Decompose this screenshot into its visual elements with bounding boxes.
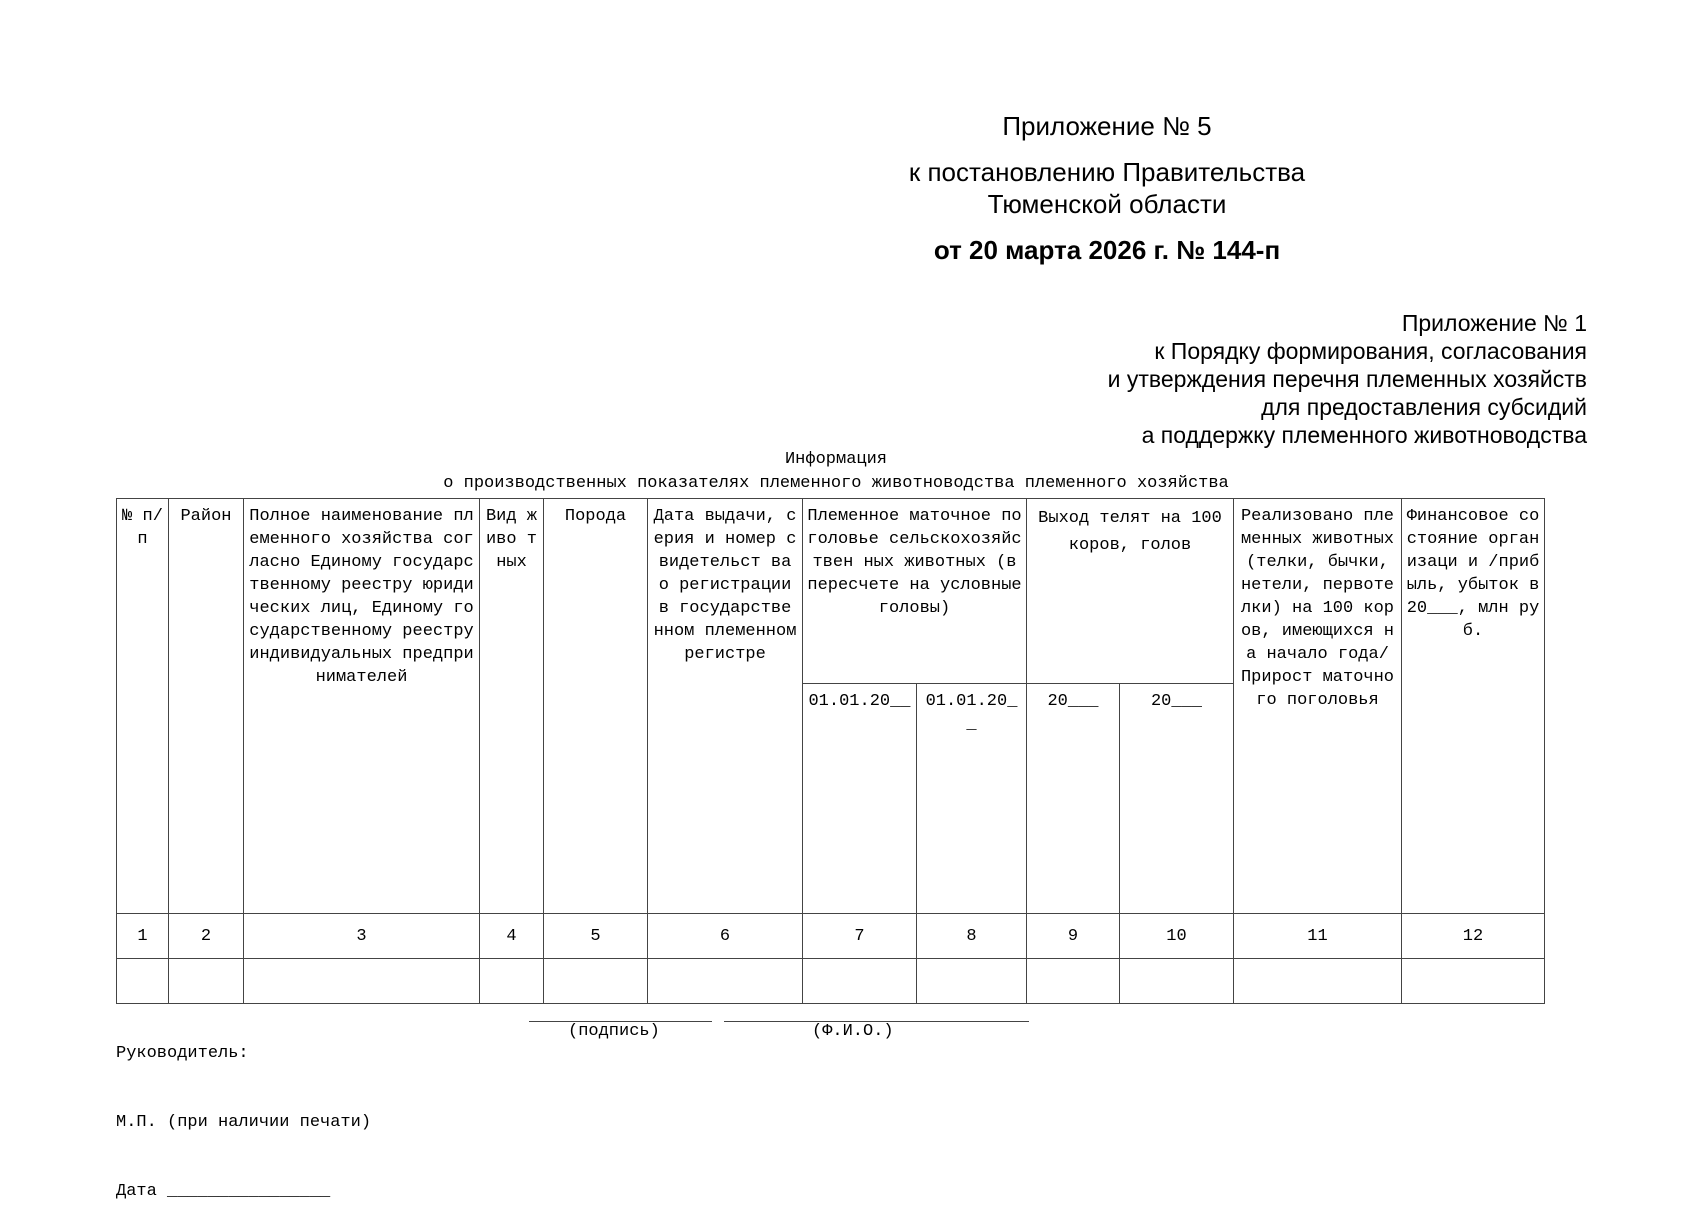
- column-number: 12: [1402, 914, 1545, 959]
- stamp-label: М.П. (при наличии печати): [116, 1113, 372, 1132]
- date-label: Дата ________________: [116, 1182, 331, 1201]
- manager-label: Руководитель:: [116, 1044, 249, 1063]
- signature-caption: (подпись): [568, 1022, 660, 1041]
- decree-appendix-number: Приложение № 5: [1002, 111, 1212, 141]
- decree-reference-line2: Тюменской области: [987, 189, 1227, 219]
- decree-date-number: от 20 марта 2026 г. № 144-п: [933, 235, 1281, 265]
- data-cell[interactable]: [648, 959, 803, 1004]
- indicators-table: [116, 498, 1545, 1004]
- header-cell-certificate: Дата выдачи, серия и номер свидетельст ва о регистрации в государстве нном племенном регистре: [648, 499, 803, 914]
- header-cell-number: № п/п: [117, 499, 169, 914]
- header-cell-breeding-stock: Племенное маточное поголовье сельскохозяйствен ных животных (в пересчете на условные головы): [803, 499, 1027, 684]
- column-number: 10: [1120, 914, 1234, 959]
- data-cell[interactable]: [1402, 959, 1545, 1004]
- data-cell[interactable]: [803, 959, 917, 1004]
- column-number: 7: [803, 914, 917, 959]
- subheader-cell-7: 01.01.20__: [803, 684, 917, 914]
- column-number: 3: [244, 914, 480, 959]
- header-cell-calf-yield: Выход телят на 100 коров, голов: [1027, 499, 1234, 684]
- column-number: 6: [648, 914, 803, 959]
- appendix-line-2: к Порядку формирования, согласования: [1154, 338, 1587, 364]
- header-cell-animal-type: Вид живо тных: [480, 499, 544, 914]
- appendix-header: [887, 309, 1587, 449]
- column-number: 1: [117, 914, 169, 959]
- column-number: 9: [1027, 914, 1120, 959]
- header-cell-district: Район: [169, 499, 244, 914]
- column-number: 5: [544, 914, 648, 959]
- decree-reference-line1: к постановлению Правительства: [908, 157, 1306, 187]
- data-cell[interactable]: [1120, 959, 1234, 1004]
- header-cell-financial-state: Финансовое состояние организаци и /прибыль, убыток в 20___, млн руб.: [1402, 499, 1545, 914]
- data-cell[interactable]: [917, 959, 1027, 1004]
- column-number: 4: [480, 914, 544, 959]
- header-cell-farm-name: Полное наименование племенного хозяйства согласно Единому государственному реестру юридических лиц, Единому государственному реестру индивидуальных предпринимателей: [244, 499, 480, 914]
- data-cell[interactable]: [480, 959, 544, 1004]
- appendix-number: Приложение № 1: [1401, 310, 1587, 336]
- column-number: 2: [169, 914, 244, 959]
- appendix-line-5: а поддержку племенного животноводства: [1141, 422, 1587, 448]
- data-cell[interactable]: [1234, 959, 1402, 1004]
- decree-header: [807, 110, 1407, 266]
- form-subtitle: о производственных показателях племенного животноводства племенного хозяйства: [443, 474, 1229, 493]
- subheader-cell-9: 20___: [1027, 684, 1120, 914]
- data-cell[interactable]: [544, 959, 648, 1004]
- appendix-line-3: и утверждения перечня племенных хозяйств: [1107, 366, 1587, 392]
- data-cell[interactable]: [1027, 959, 1120, 1004]
- header-cell-breed: Порода: [544, 499, 648, 914]
- column-number: 11: [1234, 914, 1402, 959]
- header-cell-sold-animals: Реализовано племенных животных (телки, бычки, нетели, первотелки) на 100 коров, имеющихся на начало года/ Прирост маточного поголовья: [1234, 499, 1402, 914]
- appendix-line-4: для предоставления субсидий: [1261, 394, 1587, 420]
- name-caption: (Ф.И.О.): [812, 1022, 894, 1041]
- subheader-cell-10: 20___: [1120, 684, 1234, 914]
- form-title: Информация: [784, 450, 888, 469]
- subheader-cell-8: 01.01.20__: [917, 684, 1027, 914]
- column-number: 8: [917, 914, 1027, 959]
- signature-block: [116, 996, 371, 1226]
